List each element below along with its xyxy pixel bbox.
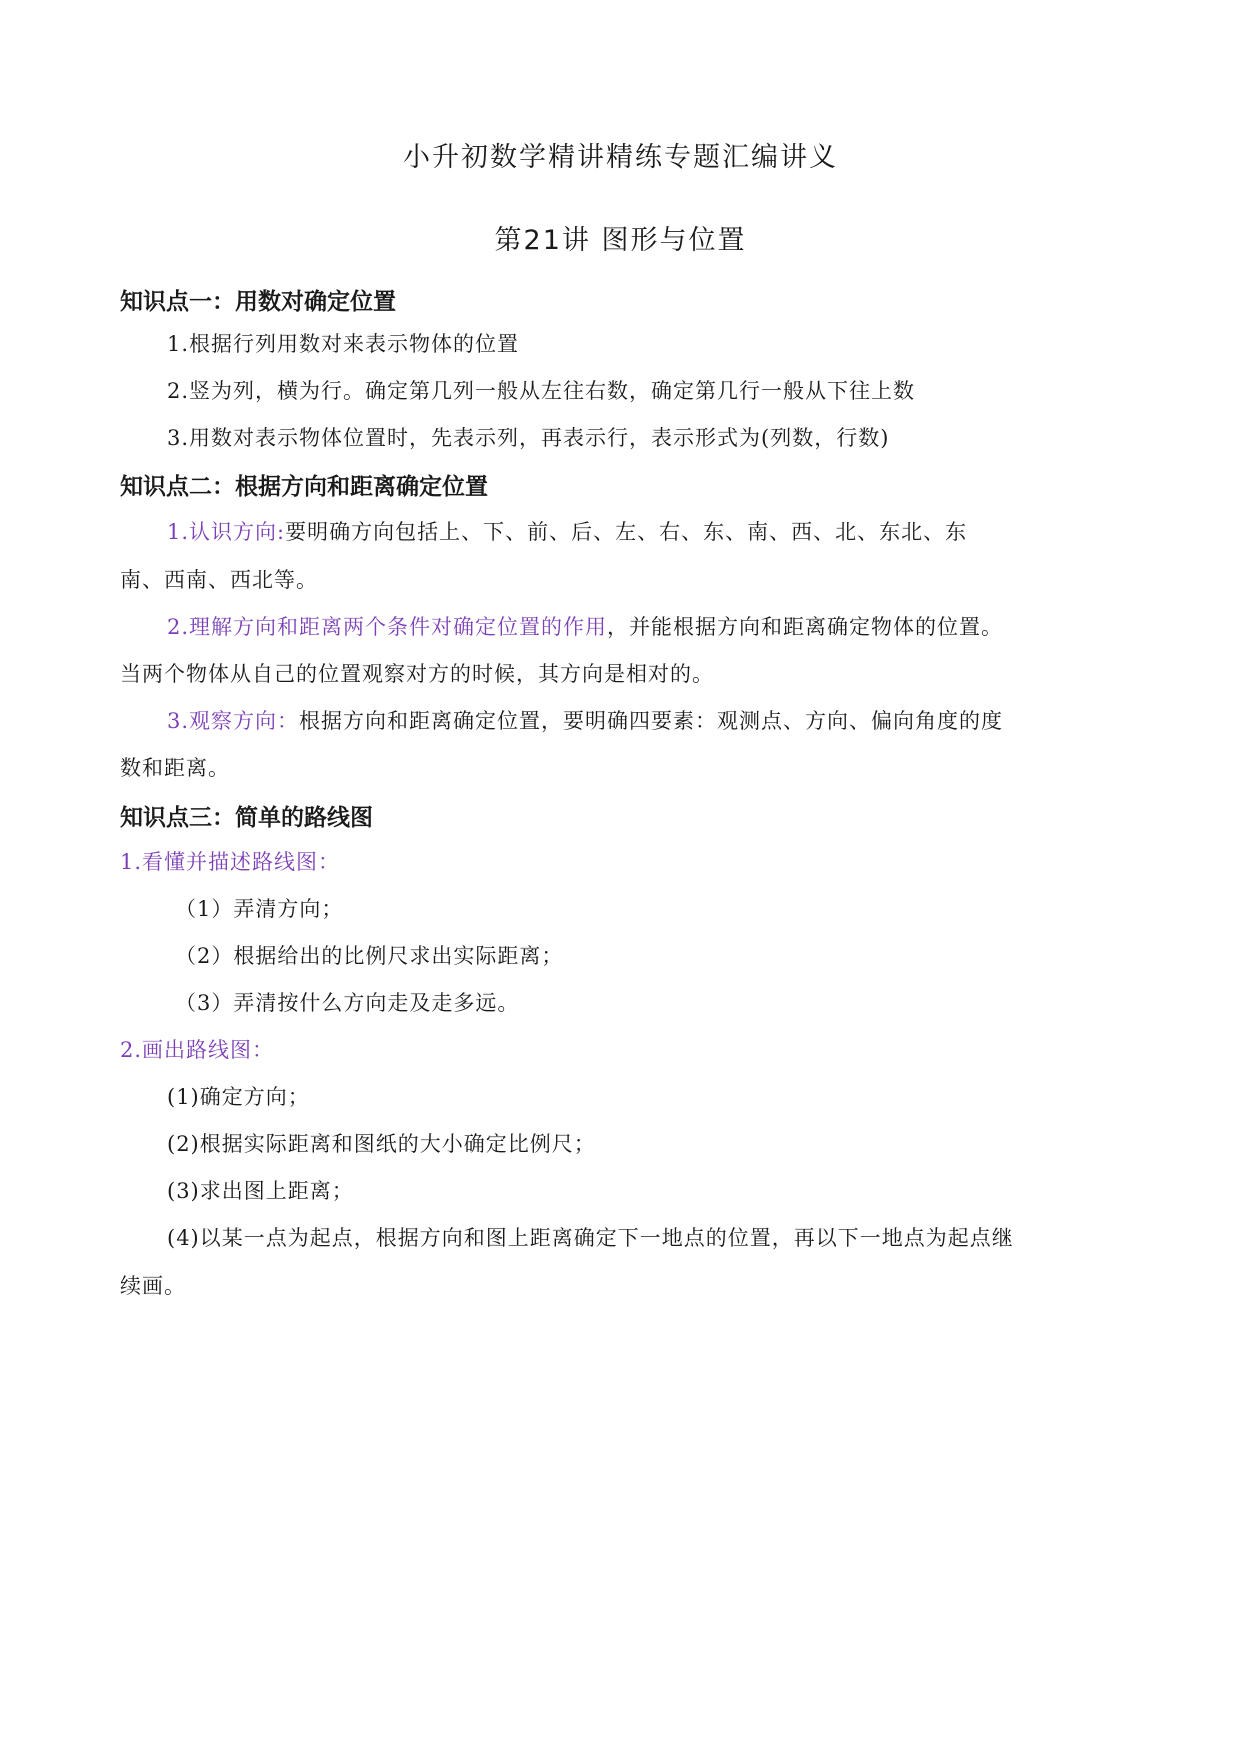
section3-sub1-item-3: （3）弄清按什么方向走及走多远。 bbox=[175, 991, 520, 1015]
section2-paragraph-1 bbox=[167, 516, 967, 546]
section3-sub2-item-4-continued: 续画。 bbox=[120, 1274, 186, 1298]
section3-sub2-item-2: (2)根据实际距离和图纸的大小确定比例尺； bbox=[167, 1132, 596, 1156]
section2-paragraph-3-continued: 数和距离。 bbox=[120, 756, 230, 780]
section3-sub1-item-1: （1）弄清方向； bbox=[175, 897, 344, 921]
section3-subheading-2: 2.画出路线图： bbox=[120, 1038, 275, 1062]
section3-subheading-1: 1.看懂并描述路线图： bbox=[120, 850, 341, 874]
section2-paragraph-1-continued: 南、西南、西北等。 bbox=[120, 568, 318, 592]
paragraph-text: 根据方向和距离确定位置，要明确四要素：观测点、方向、偏向角度的度 bbox=[299, 709, 1004, 733]
section2-paragraph-2-continued: 当两个物体从自己的位置观察对方的时候，其方向是相对的。 bbox=[120, 662, 714, 686]
section-heading-1: 知识点一：用数对确定位置 bbox=[120, 289, 396, 315]
section1-item-2: 2.竖为列，横为行。确定第几列一般从左往右数，确定第几行一般从下往上数 bbox=[167, 379, 916, 403]
paragraph-label: 2.理解方向和距离两个条件对确定位置的作用 bbox=[167, 615, 608, 639]
section3-sub2-item-4: (4)以某一点为起点，根据方向和图上距离确定下一地点的位置，再以下一地点为起点继 bbox=[167, 1226, 1014, 1250]
section2-paragraph-2 bbox=[167, 611, 1003, 641]
section3-sub2-item-3: (3)求出图上距离； bbox=[167, 1179, 354, 1203]
document-title: 小升初数学精讲精练专题汇编讲义 bbox=[403, 142, 838, 173]
paragraph-label: 1.认识方向: bbox=[167, 520, 286, 544]
section1-item-3: 3.用数对表示物体位置时，先表示列，再表示行，表示形式为(列数，行数) bbox=[167, 426, 890, 450]
section3-sub1-item-2: （2）根据给出的比例尺求出实际距离； bbox=[175, 944, 564, 968]
section-heading-3: 知识点三：简单的路线图 bbox=[120, 805, 373, 831]
section1-item-1: 1.根据行列用数对来表示物体的位置 bbox=[167, 332, 520, 356]
lecture-title: 第21讲 图形与位置 bbox=[494, 225, 747, 256]
paragraph-text: 要明确方向包括上、下、前、后、左、右、东、南、西、北、东北、东 bbox=[285, 520, 968, 544]
section-heading-2: 知识点二：根据方向和距离确定位置 bbox=[120, 474, 488, 500]
paragraph-label: 3.观察方向： bbox=[167, 709, 300, 733]
section2-paragraph-3 bbox=[167, 705, 1003, 735]
paragraph-text: ，并能根据方向和距离确定物体的位置。 bbox=[607, 615, 1004, 639]
section3-sub2-item-1: (1)确定方向； bbox=[167, 1085, 310, 1109]
